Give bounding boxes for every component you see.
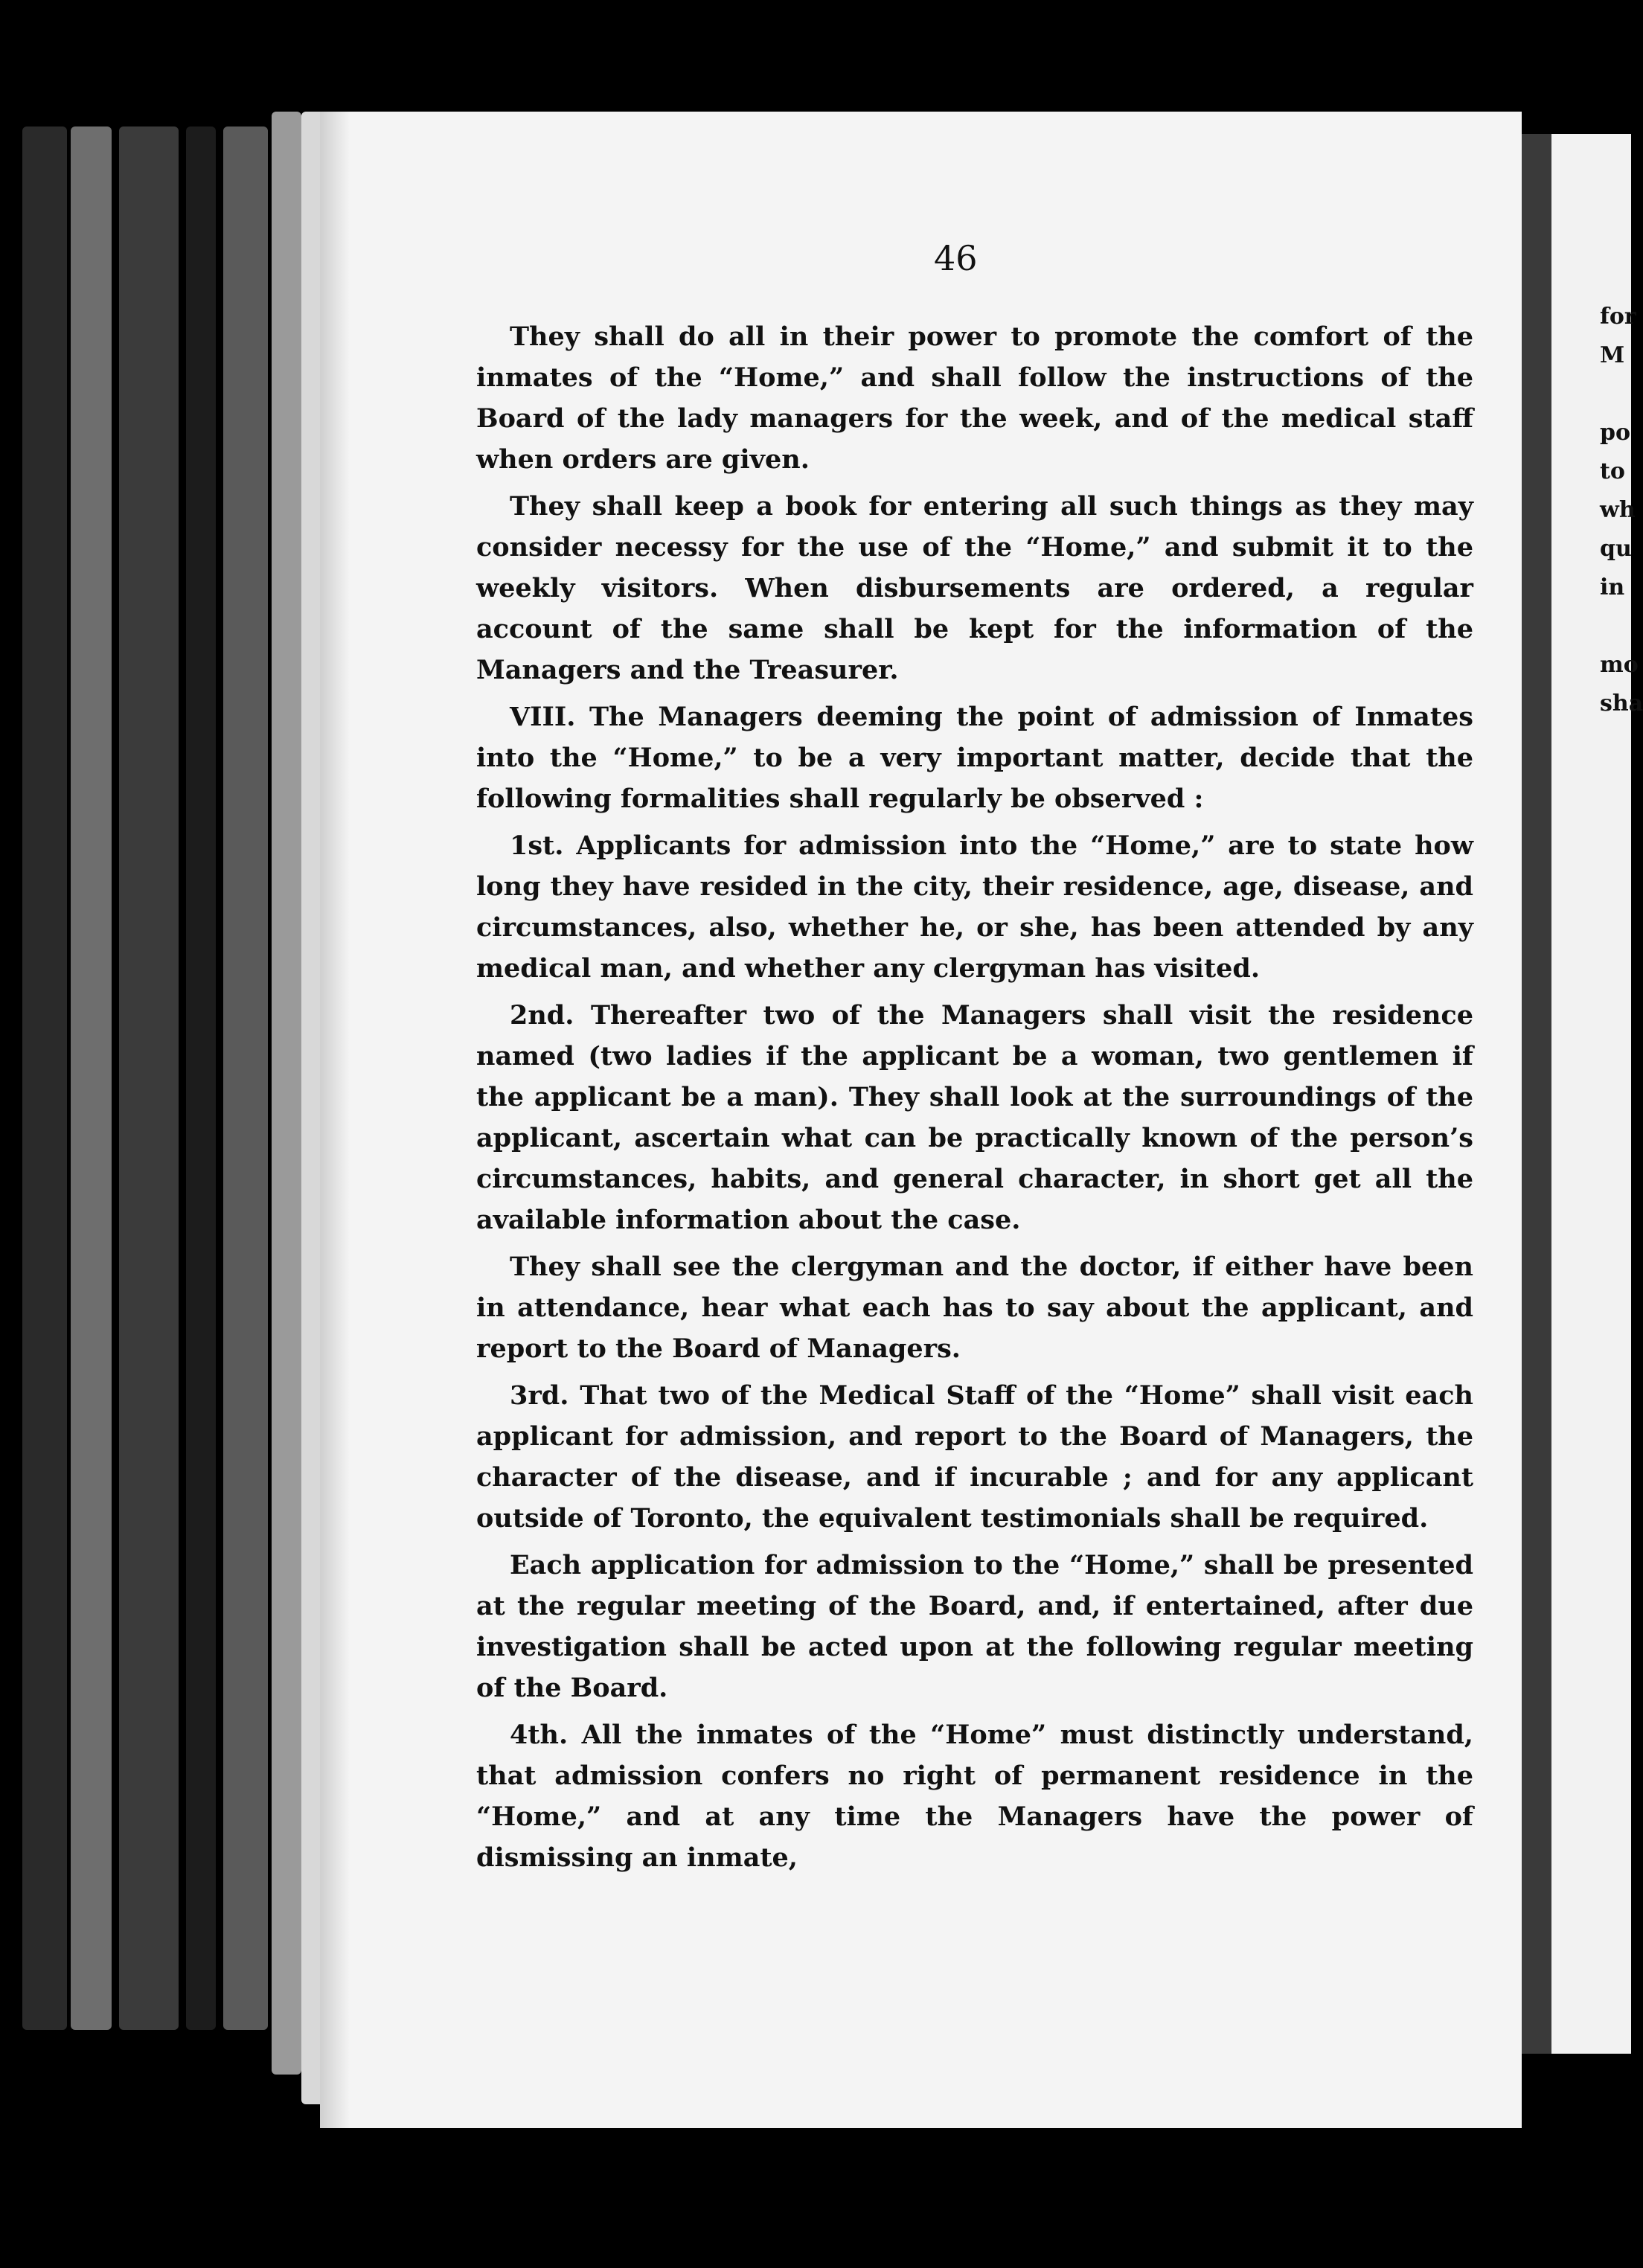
facing-line: mo bbox=[1600, 652, 1639, 678]
facing-line: wh bbox=[1600, 497, 1636, 523]
facing-line: for bbox=[1600, 304, 1636, 330]
page-gutter-shadow bbox=[320, 112, 350, 2128]
facing-line: to bbox=[1600, 458, 1625, 484]
paragraph: 1st. Applicants for admission into the “Home,” are to state how long they have resided in the city, their residence, age, disease, and circumstances, also, whether he, or she, has been attended by any medical man, and whether any clergyman has visited. bbox=[476, 830, 1473, 984]
page-edge bbox=[186, 126, 216, 2030]
page-edge bbox=[272, 112, 301, 2075]
paragraph: They shall keep a book for entering all such things as they may consider necessy for the use of the “Home,” and submit it to the weekly visitors. When disbursements are ordered, a regular account of the same shall be kept for the information of the Managers and the Treasurer. bbox=[476, 491, 1473, 685]
page-number: 46 bbox=[934, 238, 978, 278]
facing-line: sha bbox=[1600, 691, 1643, 717]
paragraph: VIII. The Managers deeming the point of admission of Inmates into the “Home,” to be a very important matter, decide that the following formalities shall regularly be observed : bbox=[476, 702, 1473, 814]
right-page-shadow bbox=[1522, 134, 1551, 2054]
page-edge bbox=[223, 126, 268, 2030]
paragraph: 3rd. That two of the Medical Staff of the “Home” shall visit each applicant for admission, and report to the Board of Managers, the character of the disease, and if incurable ; and for any applicant outside of Toronto, the equivalent testimonials shall be required. bbox=[476, 1380, 1473, 1534]
paragraph: Each application for admission to the “Home,” shall be presented at the regular meeting of the Board, and, if entertained, after due investigation shall be acted upon at the following regular meeting of the Board. bbox=[476, 1550, 1473, 1703]
page-edge bbox=[119, 126, 179, 2030]
page-edge bbox=[71, 126, 112, 2030]
facing-line: in bbox=[1600, 574, 1625, 600]
facing-line bbox=[1600, 607, 1631, 646]
facing-line: M bbox=[1600, 342, 1625, 368]
paragraph: They shall do all in their power to promote the comfort of the inmates of the “Home,” and shall follow the instructions of the Board of the lady managers for the week, and of the medical staff when orders are given. bbox=[476, 321, 1473, 475]
facing-page-text bbox=[1600, 298, 1643, 723]
page-body-text bbox=[476, 316, 1473, 1884]
facing-line: po bbox=[1600, 420, 1630, 446]
paragraph: 4th. All the inmates of the “Home” must distinctly understand, that admission confers no right of permanent residence in the “Home,” and at any time the Managers have the power of dismissing an inmate, bbox=[476, 1720, 1473, 1873]
page-edge bbox=[22, 126, 67, 2030]
facing-line: qu bbox=[1600, 536, 1632, 562]
paragraph: They shall see the clergyman and the doctor, if either have been in attendance, hear what each has to say about the applicant, and report to the Board of Managers. bbox=[476, 1252, 1473, 1364]
paragraph: 2nd. Thereafter two of the Managers shall visit the residence named (two ladies if the applicant be a woman, two gentlemen if the applicant be a man). They shall look at the surroundings of the applicant, ascertain what can be practically known of the person’s circumstances, habits, and general character, in short get all the available information about the case. bbox=[476, 1000, 1473, 1235]
facing-line bbox=[1600, 375, 1631, 414]
